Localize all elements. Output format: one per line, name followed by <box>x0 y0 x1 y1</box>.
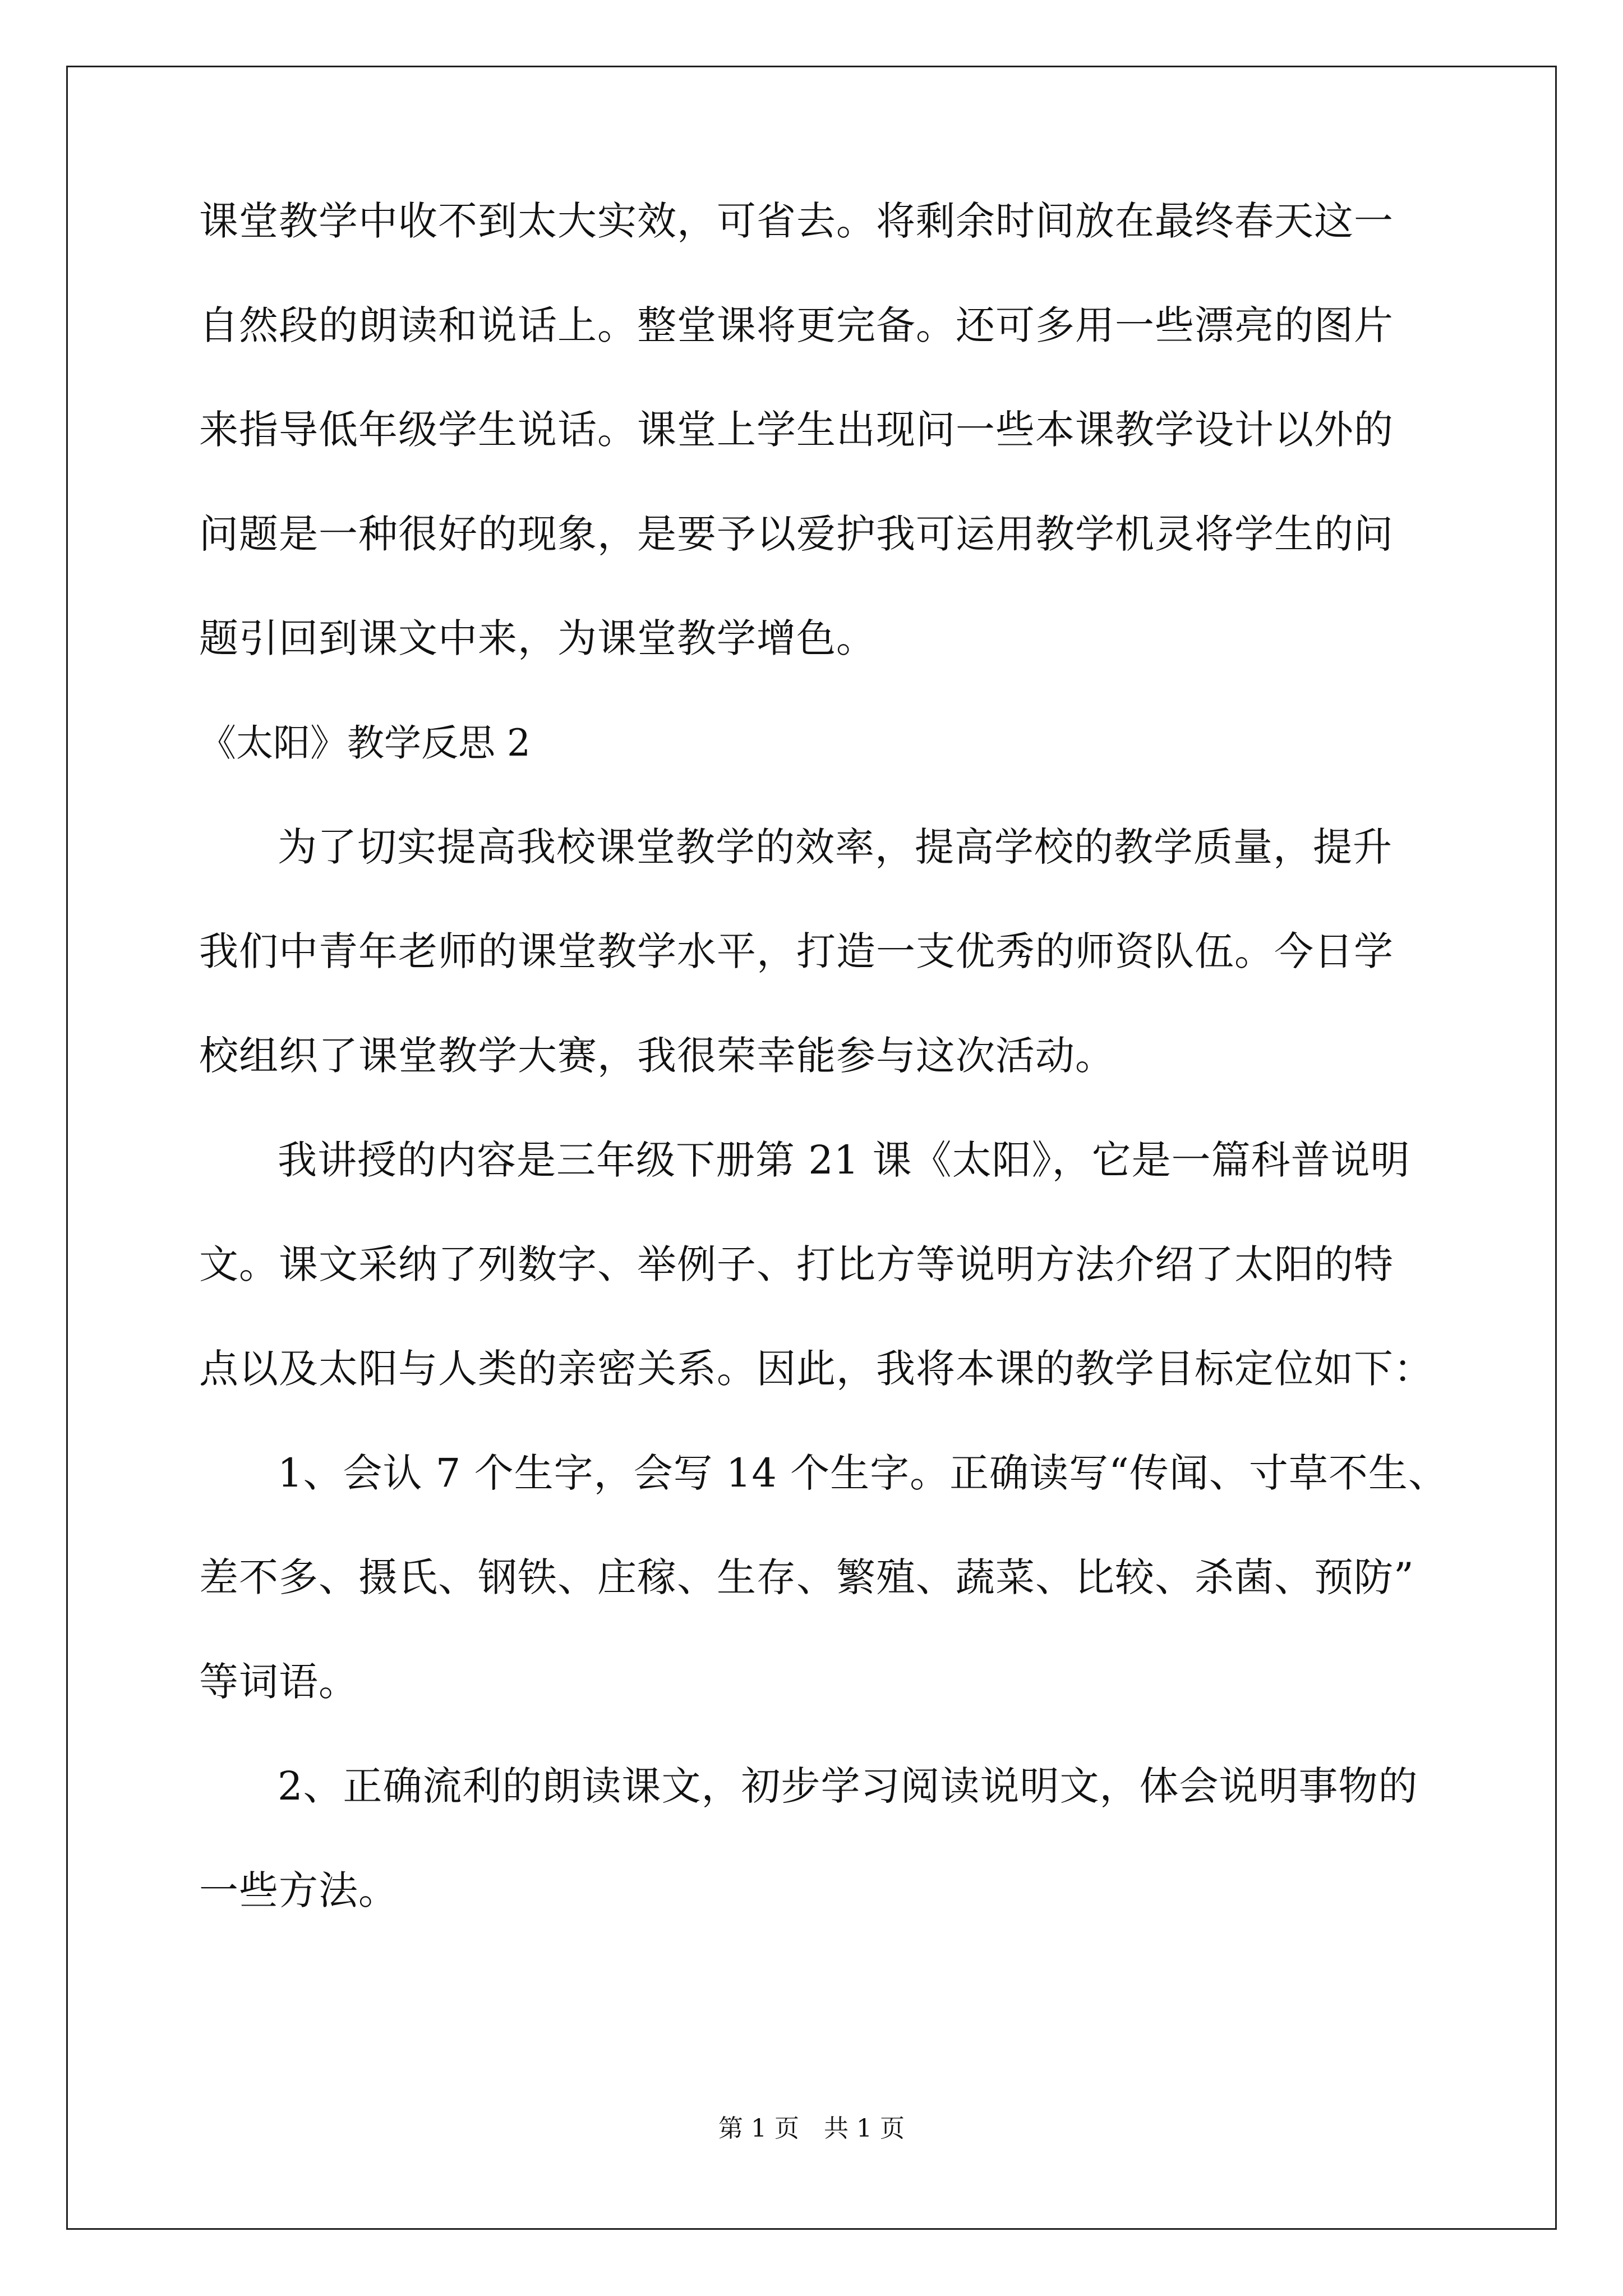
text-line: 来指导低年级学生说话。课堂上学生出现问一些本课教学设计以外的 <box>199 407 1394 453</box>
text-line: 我们中青年老师的课堂教学水平，打造一支优秀的师资队伍。今日学 <box>199 928 1394 974</box>
text-line: 问题是一种很好的现象，是要予以爱护我可运用教学机灵将学生的问 <box>199 511 1394 557</box>
list-item-1: 1、会认 7 个生字，会写 14 个生字。正确读写“传闻、寸草不生、 <box>278 1450 1448 1496</box>
text-line: 自然段的朗读和说话上。整堂课将更完备。还可多用一些漂亮的图片 <box>199 302 1394 348</box>
text-line: 文。课文采纳了列数字、举例子、打比方等说明方法介绍了太阳的特 <box>199 1241 1394 1287</box>
section-heading: 《太阳》教学反思 2 <box>199 721 531 765</box>
page-footer: 第 1 页 共 1 页 <box>718 2114 905 2143</box>
text-line: 一些方法。 <box>199 1867 398 1913</box>
text-line: 点以及太阳与人类的亲密关系。因此，我将本课的教学目标定位如下： <box>199 1346 1433 1392</box>
text-line: 差不多、摄氏、钢铁、庄稼、生存、繁殖、蔬菜、比较、杀菌、预防” <box>199 1554 1414 1600</box>
paragraph-first-line: 为了切实提高我校课堂教学的效率，提高学校的教学质量，提升 <box>278 824 1393 870</box>
text-line: 校组织了课堂教学大赛，我很荣幸能参与这次活动。 <box>199 1033 1115 1079</box>
paragraph-first-line: 我讲授的内容是三年级下册第 21 课《太阳》，它是一篇科普说明 <box>278 1137 1410 1183</box>
text-line: 课堂教学中收不到太大实效，可省去。将剩余时间放在最终春天这一 <box>199 198 1394 244</box>
text-line: 等词语。 <box>199 1659 358 1705</box>
list-item-2: 2、正确流利的朗读课文，初步学习阅读说明文，体会说明事物的 <box>278 1763 1418 1809</box>
document-body <box>199 195 1448 1969</box>
text-line: 题引回到课文中来，为课堂教学增色。 <box>199 615 876 661</box>
